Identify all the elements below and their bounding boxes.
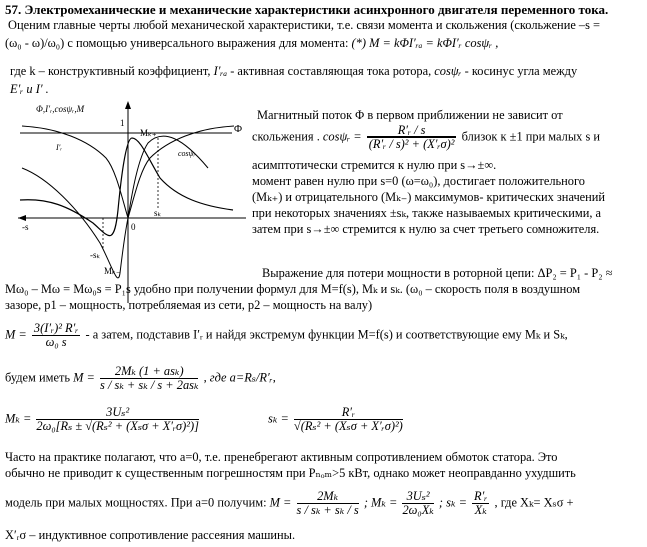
cos-label: cosψᵣ (178, 149, 196, 158)
loss-line-1: Выражение для потери мощности в роторной цепи: ΔP₂ = P₁ - P₂ ≈ (262, 266, 613, 280)
m-axis-arrow (125, 101, 131, 109)
definitions-line-1: где k – конструктивный коэффициент, I′ᵣₐ - активная составляющая тока ротора, cosψᵣ - косинус угла между (10, 64, 578, 78)
right-line-7: затем при s→±∞ стремится к нулю за счет третьего сомножителя. (252, 222, 600, 236)
kloss-formula-line: будем иметь M = $\frac{\text{2Mₖ (1 + asₖ)}}{\text{s / sₖ + sₖ / s + 2asₖ}}$ , где a=Rₛ/R′ᵣ, (5, 364, 276, 392)
characteristic-chart (8, 98, 248, 313)
kloss-fraction: $\frac{\text{2Mₖ (1 + asₖ)}}{\text{s / sₖ + sₖ / s + 2asₖ}}$ (100, 364, 199, 392)
right-line-6: при некоторых значениях ±sₖ, также называемых критическими, а (252, 206, 602, 220)
final-mk-fraction: $\frac{\text{3Uₛ²}}{\text{2ω₀Xₖ}}$ (402, 489, 434, 517)
sk-formula-line: sₖ = $\frac{\text{R′ᵣ}}{\text{√(Rₛ² + (Xₛσ + X′ᵣσ)²)}}$ (268, 405, 403, 433)
s-axis-arrow (18, 215, 26, 221)
mk-formula-line: Mₖ = $\frac{\text{3Uₛ²}}{\text{2ω₀[Rₛ ± √(Rₛ² + (Xₛσ + X′ᵣσ)²)]}}$ (5, 405, 199, 433)
yaxis-label: Φ,I′ᵣ,cosψᵣ,M (36, 104, 85, 114)
final-line-3: модель при малых мощностях. При a=0 получим: M = $\frac{\text{2Mₖ}}{\text{s / sₖ + sₖ / s}}$ ; Mₖ = $\frac{\text{3Uₛ²}}{\text{2ω₀Xₖ}}$ ; sₖ = $\frac{\text{R′ᵣ}}{\text{Xₖ}}$ , где Xₖ= Xₛσ + (5, 489, 574, 517)
mk-fraction: $\frac{\text{3Uₛ²}}{\text{2ω₀[Rₛ ± √(Rₛ² + (Xₛσ + X′ᵣσ)²)]}}$ (36, 405, 199, 433)
final-m-fraction: $\frac{\text{2Mₖ}}{\text{s / sₖ + sₖ / s}}$ (296, 489, 359, 517)
one-label: 1 (120, 118, 125, 128)
s-axis-label: -s (22, 222, 29, 232)
intro-line-1: Оценим главные черты любой механической характеристики, т.е. связи момента и скольжения (скольжение –s = (8, 18, 601, 32)
right-line-4: момент равен нулю при s=0 (ω=ω₀), достигает положительного (252, 174, 585, 188)
intro-line-2: (ω₀ - ω)/ω₀) с помощью универсального выражения для момента: (*) M = kΦI′ᵣₐ = kΦI′ᵣ cosψᵣ , (5, 36, 499, 50)
sk-minus-label: -sₖ (90, 250, 101, 260)
zero-label: 0 (131, 222, 136, 232)
final-sk-fraction: $\frac{\text{R′ᵣ}}{\text{Xₖ}}$ (474, 489, 488, 517)
right-line-1: Магнитный поток Φ в первом приближении не зависит от (257, 108, 563, 122)
mk-plus-label: Mₖ₊ (140, 128, 157, 138)
page-title: 57. Электромеханические и механические характеристики асинхронного двигателя переменного тока. (5, 2, 609, 17)
final-line-4: X′ᵣσ – индуктивное сопротивление рассеяния машины. (5, 528, 296, 542)
right-line-2: скольжения . cosψᵣ = $\frac{\text{R′ᵣ / s}}{\text{(R′ᵣ / s)² + (X′ᵣσ)²}}$ близок к ±1 при малых s и (252, 123, 601, 151)
sk-fraction: $\frac{\text{R′ᵣ}}{\text{√(Rₛ² + (Xₛσ + X′ᵣσ)²)}}$ (293, 405, 403, 433)
definitions-line-2: E′ᵣ и I′ . (10, 82, 49, 96)
moment-formula-line: M = $\frac{\text{3(I′ᵣ)² R′ᵣ}}{\text{ω₀ s}}$ - а затем, подставив I′ᵣ и найдя экстремум функции M=f(s) и соответствующие ему Mₖ и Sₖ, (5, 321, 568, 349)
loss-line-2: Mω₀ – Mω = Mω₀s = P₁s удобно при получении формул для M=f(s), Mₖ и sₖ. (ω₀ – скорость поля в воздушном (5, 282, 581, 296)
final-line-1: Часто на практике полагают, что a=0, т.е. пренебрегают активным сопротивлением обмоток статора. Это (5, 450, 558, 464)
phi-label: Φ (234, 123, 243, 135)
ir-label: I′ᵣ (56, 143, 63, 152)
final-line-2: обычно не приводит к существенным погрешностям при Pₙₒₘ>5 кВт, однако может неоправданно ухудшить (5, 466, 576, 480)
mk-minus-label: Mₖ₋ (104, 266, 121, 276)
sk-plus-label: sₖ (154, 208, 162, 218)
moment-fraction: $\frac{\text{3(I′ᵣ)² R′ᵣ}}{\text{ω₀ s}}$ (33, 321, 79, 349)
moment-formula: (*) M = kΦI′ᵣₐ = kΦI′ᵣ cosψᵣ , (351, 36, 499, 50)
right-line-5: (Mₖ₊) и отрицательного (Mₖ₋) максимумов- критических значений (252, 190, 606, 204)
cos-formula: $\frac{\text{R′ᵣ / s}}{\text{(R′ᵣ / s)² + (X′ᵣσ)²}}$ (368, 123, 455, 151)
right-line-3: асимптотически стремится к нулю при s→±∞. (252, 158, 497, 172)
loss-line-3: зазоре, p1 – мощность, потребляемая из сети, p2 – мощность на валу) (5, 298, 373, 312)
